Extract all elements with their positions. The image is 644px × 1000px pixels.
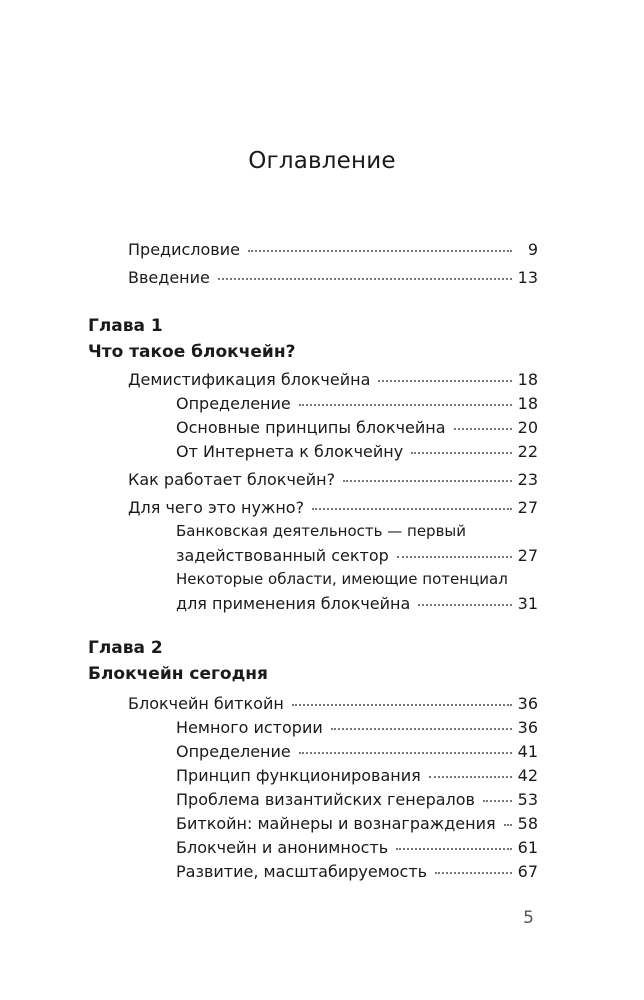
toc-entry-page: 13	[517, 268, 538, 287]
page-title: Оглавление	[248, 148, 396, 174]
toc-entry-label: Основные принципы блокчейна	[176, 418, 446, 437]
toc-entry-page: 42	[517, 766, 538, 785]
toc-entry-label: Определение	[176, 394, 291, 413]
toc-entry-page: 58	[517, 814, 538, 833]
toc-entry[interactable]	[128, 370, 538, 389]
leader-dots	[218, 278, 512, 280]
toc-entry-label: От Интернета к блокчейну	[176, 442, 404, 461]
toc-entry-label: Демистификация блокчейна	[128, 370, 371, 389]
toc-entry-page: 67	[517, 862, 538, 881]
toc-entry-label: Проблема византийских генералов	[176, 790, 475, 809]
page-number: 5	[523, 908, 534, 928]
toc-entry[interactable]	[176, 442, 538, 461]
toc-entry-label-line1: Банковская деятельность — первый	[176, 522, 467, 540]
toc-entry-page: 41	[517, 742, 538, 761]
toc-entry-page: 36	[517, 718, 538, 737]
toc-entry-label: Для чего это нужно?	[128, 498, 305, 517]
toc-entry-page: 9	[527, 240, 538, 259]
toc-entry-label: Предисловие	[128, 240, 240, 259]
leader-dots	[504, 824, 512, 826]
toc-entry-preface[interactable]	[128, 240, 538, 259]
toc-entry-label: Определение	[176, 742, 291, 761]
leader-dots	[483, 800, 512, 802]
toc-entry-page: 36	[517, 694, 538, 713]
toc-entry-page: 18	[517, 370, 538, 389]
chapter-2-number: Глава 2	[88, 638, 163, 658]
toc-entry[interactable]	[128, 694, 538, 713]
toc-entry[interactable]	[128, 498, 538, 517]
toc-entry[interactable]	[176, 742, 538, 761]
leader-dots	[397, 556, 512, 558]
chapter-1-number: Глава 1	[88, 316, 163, 336]
toc-entry[interactable]	[176, 418, 538, 437]
leader-dots	[454, 428, 512, 430]
chapter-1-title: Что такое блокчейн?	[88, 342, 296, 362]
leader-dots	[299, 404, 512, 406]
toc-entry-page: 53	[517, 790, 538, 809]
leader-dots	[312, 508, 512, 510]
toc-entry-label: Блокчейн и анонимность	[176, 838, 389, 857]
leader-dots	[378, 380, 511, 382]
toc-entry[interactable]	[176, 718, 538, 737]
leader-dots	[429, 776, 512, 778]
toc-entry-label: Блокчейн биткойн	[128, 694, 284, 713]
toc-entry-introduction[interactable]	[128, 268, 538, 287]
toc-entry[interactable]	[176, 394, 538, 413]
toc-entry-label: Введение	[128, 268, 210, 287]
toc-entry-page: 27	[517, 546, 538, 565]
toc-entry-page: 18	[517, 394, 538, 413]
toc-entry-page: 23	[517, 470, 538, 489]
toc-entry-label: для применения блокчейна	[176, 594, 411, 613]
toc-entry-page: 20	[517, 418, 538, 437]
toc-entry[interactable]	[176, 790, 538, 809]
chapter-2-title: Блокчейн сегодня	[88, 664, 268, 684]
leader-dots	[418, 604, 511, 606]
leader-dots	[299, 752, 512, 754]
toc-entry-label: Немного истории	[176, 718, 323, 737]
toc-entry-label: Развитие, масштабируемость	[176, 862, 428, 881]
toc-entry[interactable]	[128, 470, 538, 489]
toc-entry-label: задействованный сектор	[176, 546, 389, 565]
toc-entry-page: 31	[517, 594, 538, 613]
toc-entry[interactable]	[176, 594, 538, 613]
toc-entry[interactable]	[176, 862, 538, 881]
toc-entry[interactable]	[176, 766, 538, 785]
toc-entry[interactable]	[176, 546, 538, 565]
toc-entry-page: 61	[517, 838, 538, 857]
leader-dots	[411, 452, 511, 454]
toc-entry-page: 22	[517, 442, 538, 461]
toc-entry-label: Как работает блокчейн?	[128, 470, 336, 489]
leader-dots	[396, 848, 511, 850]
toc-entry[interactable]	[176, 814, 538, 833]
toc-entry-label: Биткойн: майнеры и вознаграждения	[176, 814, 496, 833]
toc-entry-page: 27	[517, 498, 538, 517]
leader-dots	[248, 250, 512, 252]
leader-dots	[435, 872, 512, 874]
leader-dots	[343, 480, 512, 482]
toc-entry-label-line1: Некоторые области, имеющие потенциал	[176, 570, 508, 588]
toc-entry[interactable]	[176, 838, 538, 857]
leader-dots	[331, 728, 512, 730]
leader-dots	[292, 704, 512, 706]
toc-entry-label: Принцип функционирования	[176, 766, 421, 785]
